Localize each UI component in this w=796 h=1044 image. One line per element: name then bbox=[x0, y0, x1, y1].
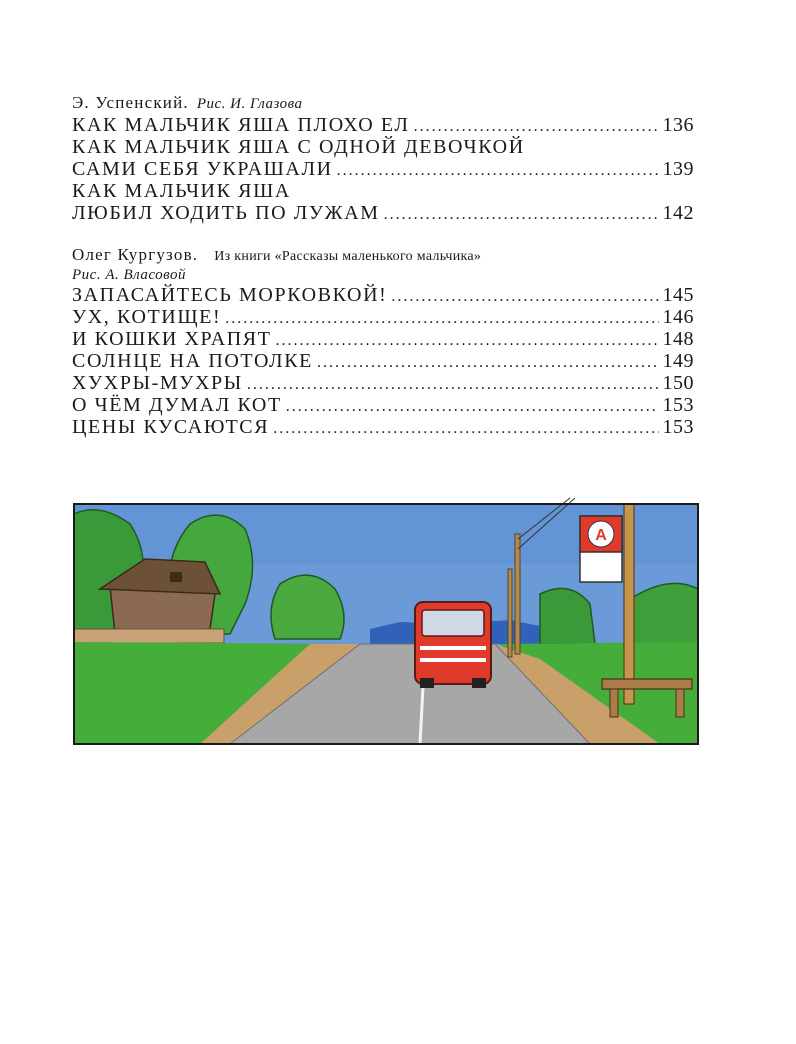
book-title: Из книги «Рассказы маленького мальчика» bbox=[214, 249, 482, 264]
toc-entry[interactable] bbox=[72, 202, 694, 224]
entry-title: УХ, КОТИЩЕ! bbox=[72, 306, 222, 328]
entry-title: КАК МАЛЬЧИК ЯША bbox=[72, 180, 291, 202]
table-of-contents bbox=[72, 92, 694, 438]
illustrator-credit: Рис. А. Власовой bbox=[72, 267, 186, 283]
illustrator-credit: Рис. И. Глазова bbox=[196, 96, 303, 112]
entry-page: 153 bbox=[662, 394, 694, 416]
road-illustration bbox=[70, 494, 704, 750]
toc-entry[interactable] bbox=[72, 158, 694, 180]
author-line-kurguzov bbox=[72, 244, 694, 266]
toc-entry[interactable] bbox=[72, 284, 694, 306]
toc-entry[interactable] bbox=[72, 306, 694, 328]
entry-page: 153 bbox=[662, 416, 694, 438]
bus bbox=[415, 602, 491, 688]
entry-page: 148 bbox=[662, 328, 694, 350]
entry-title: ЛЮБИЛ ХОДИТЬ ПО ЛУЖАМ bbox=[72, 202, 380, 224]
entry-page: 136 bbox=[662, 114, 694, 136]
leader-dots bbox=[317, 352, 659, 374]
spacer bbox=[72, 224, 694, 244]
entry-title: ХУХРЫ-МУХРЫ bbox=[72, 372, 243, 394]
toc-entry[interactable] bbox=[72, 372, 694, 394]
entry-page: 139 bbox=[662, 158, 694, 180]
toc-entry[interactable] bbox=[72, 114, 694, 136]
leader-dots bbox=[247, 374, 659, 396]
toc-entry[interactable] bbox=[72, 180, 694, 202]
leader-dots bbox=[414, 116, 659, 138]
leader-dots bbox=[337, 160, 659, 182]
entry-title: КАК МАЛЬЧИК ЯША ПЛОХО ЕЛ bbox=[72, 114, 410, 136]
leader-dots bbox=[391, 286, 658, 308]
bus-stop-sign bbox=[580, 516, 622, 582]
author-name: Олег Кургузов. bbox=[72, 245, 199, 264]
toc-entry[interactable] bbox=[72, 350, 694, 372]
entry-page: 150 bbox=[662, 372, 694, 394]
bus-stop-letter: А bbox=[595, 527, 607, 544]
author-name: Э. Успенский. bbox=[72, 93, 189, 112]
entry-page: 145 bbox=[662, 284, 694, 306]
entry-title: ЦЕНЫ КУСАЮТСЯ bbox=[72, 416, 270, 438]
author-line-uspensky bbox=[72, 92, 694, 114]
toc-entry[interactable] bbox=[72, 416, 694, 438]
leader-dots bbox=[384, 204, 659, 226]
leader-dots bbox=[276, 330, 659, 352]
fence bbox=[74, 629, 224, 643]
toc-entry[interactable] bbox=[72, 394, 694, 416]
entry-title: О ЧЁМ ДУМАЛ КОТ bbox=[72, 394, 282, 416]
leader-dots bbox=[286, 396, 659, 418]
toc-entry[interactable] bbox=[72, 136, 694, 158]
entry-page: 149 bbox=[662, 350, 694, 372]
entry-page: 146 bbox=[662, 306, 694, 328]
entry-title: СОЛНЦЕ НА ПОТОЛКЕ bbox=[72, 350, 313, 372]
entry-title: САМИ СЕБЯ УКРАШАЛИ bbox=[72, 158, 333, 180]
leader-dots bbox=[273, 418, 658, 440]
entry-page: 142 bbox=[662, 202, 694, 224]
entry-title: И КОШКИ ХРАПЯТ bbox=[72, 328, 272, 350]
toc-entry[interactable] bbox=[72, 328, 694, 350]
entry-title: КАК МАЛЬЧИК ЯША С ОДНОЙ ДЕВОЧКОЙ bbox=[72, 136, 525, 158]
leader-dots bbox=[225, 308, 658, 330]
entry-title: ЗАПАСАЙТЕСЬ МОРКОВКОЙ! bbox=[72, 284, 388, 306]
